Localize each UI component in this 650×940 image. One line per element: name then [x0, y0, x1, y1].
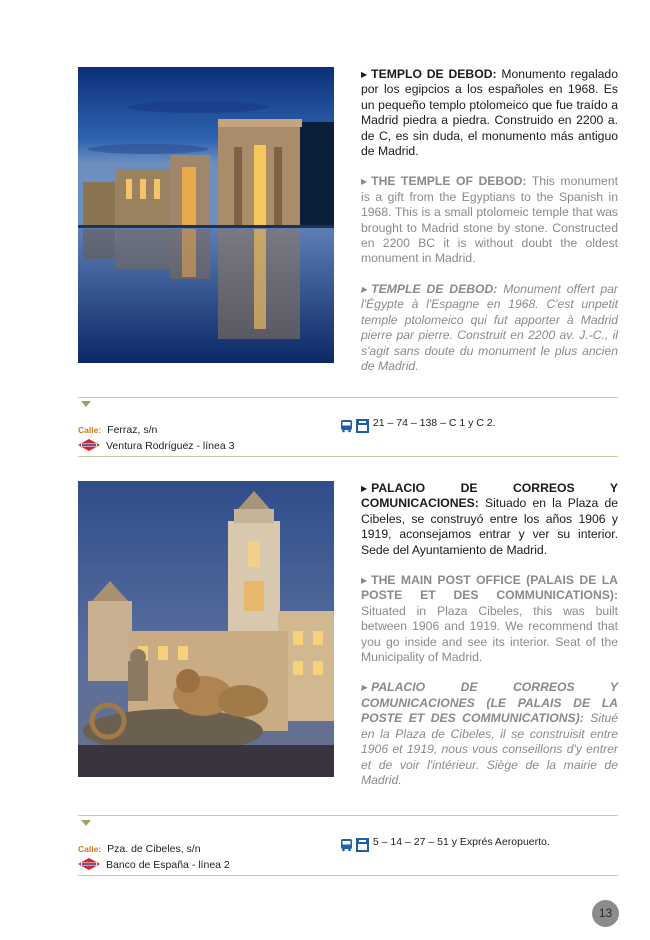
body-english: Situated in Plaza Cibeles, this was built between 1906 and 1919. We recommend that you go inside and see its interior. Seat of the Municipality of Madrid. — [361, 603, 618, 665]
emt-logo-icon — [356, 838, 369, 852]
title-french: PALACIO DE CORREOS Y COMUNICACIONES (LE PALAIS DE LA POSTE ET DES COMMUNICATIONS): — [361, 680, 618, 726]
down-arrow-icon — [81, 401, 91, 407]
title-spanish: PALACIO DE CORREOS Y COMUNICACIONES: — [361, 481, 618, 511]
paragraph-english — [361, 573, 618, 665]
divider-line — [78, 815, 618, 816]
paragraph-french — [361, 282, 618, 374]
metro-station: Banco de España - línea 2 — [106, 859, 230, 871]
title-french: TEMPLE DE DEBOD: — [371, 281, 498, 296]
bus-emt-icons — [340, 838, 369, 852]
address-line — [78, 843, 201, 855]
bus-icon — [340, 419, 353, 433]
metro-logo-icon — [78, 439, 100, 451]
paragraph-french — [361, 680, 618, 788]
emt-logo-icon — [356, 419, 369, 433]
bus-line — [340, 417, 496, 433]
metro-line — [78, 439, 234, 452]
paragraph-spanish — [361, 481, 618, 558]
bus-icon — [340, 838, 353, 852]
divider-line — [78, 397, 618, 398]
divider-line — [78, 456, 618, 457]
metro-station: Ventura Rodríguez - línea 3 — [106, 440, 235, 452]
body-english: This monument is a gift from the Egyptians to the Spanish in 1968. This is a small ptolomeic temple that was brought to Madrid stone by stone. Constructed en 2200 BC it is without doubt the oldest monument in Madrid. — [361, 174, 618, 266]
triangle-bullet-icon: ▶ — [361, 177, 368, 187]
street-address: Pza. de Cibeles, s/n — [107, 843, 201, 855]
bus-line — [340, 836, 550, 852]
body-french: Monument offert par l'Égypte à l'Espagne en 1968. C'est unpetit temple ptolomeico qui fut apporter à Madrid pierre par pierre. Construit en 2200 av. J.-C., il s'agit sans doute du monument le plus ancien de Madrid. — [361, 281, 618, 373]
body-french: Situé en la Plaza de Cibeles, il se construisit entre 1906 et 1919, nous vous conseillons d'y entrer et de voir l'intérieur. Siège de la mairie de Madrid. — [361, 711, 619, 787]
triangle-bullet-icon: ▶ — [361, 484, 368, 493]
bus-emt-icons — [340, 419, 369, 433]
address-line — [78, 424, 157, 436]
body-spanish: Situado en la Plaza de Cibeles, se construyó entre los años 1906 y 1919, aconsejamos entrar y ver su interior. Sede del Ayuntamiento de Madrid. — [361, 496, 618, 557]
metro-line — [78, 858, 230, 871]
title-spanish: TEMPLO DE DEBOD: — [371, 67, 497, 81]
palacio-de-correos-text — [361, 481, 618, 803]
down-arrow-icon — [81, 820, 91, 826]
triangle-bullet-icon: ▶ — [361, 284, 368, 294]
palacio-de-correos-photo — [78, 481, 334, 777]
paragraph-english — [361, 174, 618, 266]
calle-label: Calle: — [78, 425, 102, 435]
calle-label: Calle: — [78, 844, 102, 854]
bus-routes: 5 – 14 – 27 – 51 y Exprés Aeropuerto. — [372, 836, 550, 848]
bus-routes: 21 – 74 – 138 – C 1 y C 2. — [372, 417, 496, 429]
page-number: 13 — [592, 900, 619, 927]
divider-line — [78, 875, 618, 876]
paragraph-spanish — [361, 67, 618, 159]
triangle-bullet-icon: ▶ — [361, 576, 368, 586]
triangle-bullet-icon: ▶ — [361, 683, 368, 693]
title-english: THE TEMPLE OF DEBOD: — [371, 174, 527, 189]
metro-logo-icon — [78, 858, 100, 870]
triangle-bullet-icon: ▶ — [361, 70, 368, 79]
temple-of-debod-photo — [78, 67, 334, 363]
temple-of-debod-text — [361, 67, 618, 389]
body-spanish: Monumento regalado por los egipcios a los españoles en 1968. Es un pequeño templo ptolomeico que fue traído a Madrid piedra a piedra. Construido en 2200 a. de C, es sin duda, el monumento más antiguo de Madrid. — [361, 67, 618, 159]
title-english: THE MAIN POST OFFICE (PALAIS DE LA POSTE ET DES COMMUNICATIONS): — [361, 573, 618, 603]
street-address: Ferraz, s/n — [107, 424, 158, 436]
